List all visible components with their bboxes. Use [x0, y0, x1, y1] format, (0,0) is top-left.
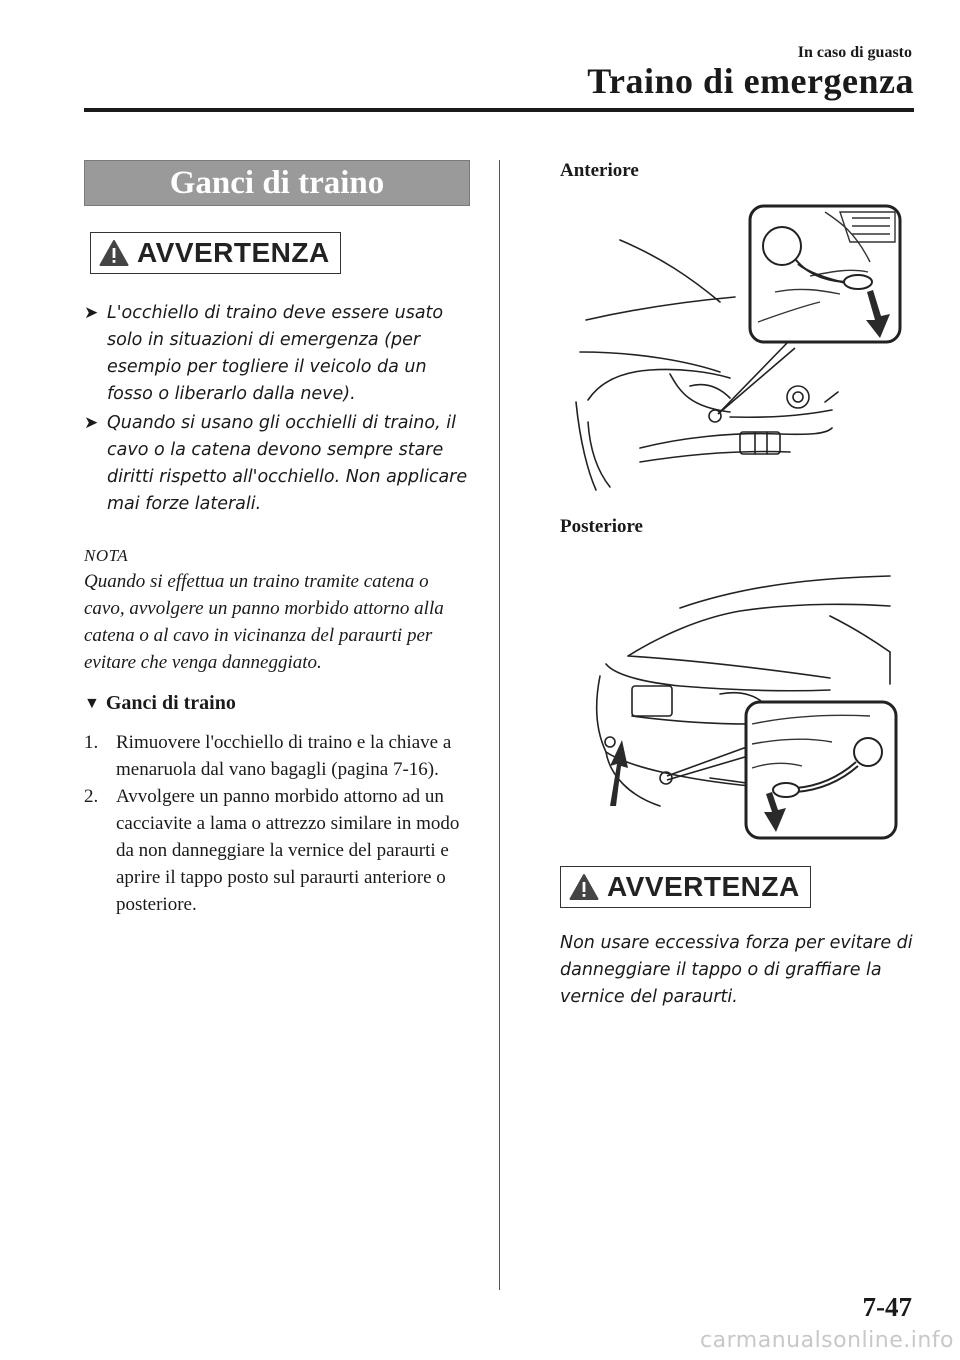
warning-box-wrap: [84, 232, 470, 274]
front-figure-label: Anteriore: [560, 160, 639, 181]
warning-box: [90, 232, 341, 274]
warning-triangle-icon: [569, 873, 599, 901]
step-item: [84, 783, 470, 918]
front-bumper-illustration: [570, 202, 910, 492]
warning-list: [84, 300, 470, 518]
page-title: Traino di emergenza: [587, 61, 914, 101]
warning-item: [84, 410, 470, 518]
rear-bumper-illustration: [570, 556, 910, 846]
step-number: 1.: [84, 732, 99, 753]
column-divider: [499, 160, 500, 1290]
step-text: Rimuovere l'occhiello di traino e la chiave a menaruola dal vano bagagli (pagina 7-16).: [116, 732, 452, 780]
header-rule: [84, 108, 914, 112]
steps-list: [84, 729, 470, 918]
step-item: [84, 729, 470, 783]
left-column: [84, 160, 470, 918]
arrowhead-bullet-icon: ➤: [84, 303, 99, 323]
note-label: NOTA: [84, 546, 129, 565]
down-triangle-icon: ▼: [84, 694, 100, 712]
rear-figure-label: Posteriore: [560, 516, 643, 537]
page-number: 7-47: [862, 1292, 912, 1322]
right-column: [560, 160, 920, 1011]
step-number: 2.: [84, 786, 99, 807]
header-section-name: In caso di guasto: [797, 44, 912, 61]
arrowhead-bullet-icon: ➤: [84, 413, 99, 433]
warning-item-text: Quando si usano gli occhielli di traino, il cavo o la catena devono sempre stare diritti rispetto all'occhiello. Non applicare mai forze laterali.: [107, 413, 468, 514]
step-text: Avvolgere un panno morbido attorno ad un cacciavite a lama o attrezzo similare in modo da non danneggiare la vernice del paraurti e aprire il tappo posto sul paraurti anteriore o posteriore.: [116, 786, 460, 915]
footer-watermark-url: carmanualsonline.info: [700, 1328, 954, 1353]
warning-box: [560, 866, 811, 908]
section-banner: Ganci di traino: [84, 160, 470, 206]
warning-item: [84, 300, 470, 408]
warning-label: AVVERTENZA: [607, 871, 800, 902]
warning-text: Non usare eccessiva forza per evitare di danneggiare il tappo o di graffiare la vernice del paraurti.: [560, 933, 913, 1007]
warning-label: AVVERTENZA: [137, 237, 330, 268]
note-text: Quando si effettua un traino tramite catena o cavo, avvolgere un panno morbido attorno alla catena o al cavo in vicinanza del paraurti per evitare che venga danneggiato.: [84, 571, 444, 673]
subheading: [84, 692, 470, 715]
subheading-text: Ganci di traino: [105, 692, 236, 714]
warning-triangle-icon: [99, 239, 129, 267]
warning-item-text: L'occhiello di traino deve essere usato solo in situazioni di emergenza (per esempio per togliere il veicolo da un fosso o liberarlo dalla neve).: [107, 303, 444, 404]
warning-box-wrap: [560, 866, 920, 908]
